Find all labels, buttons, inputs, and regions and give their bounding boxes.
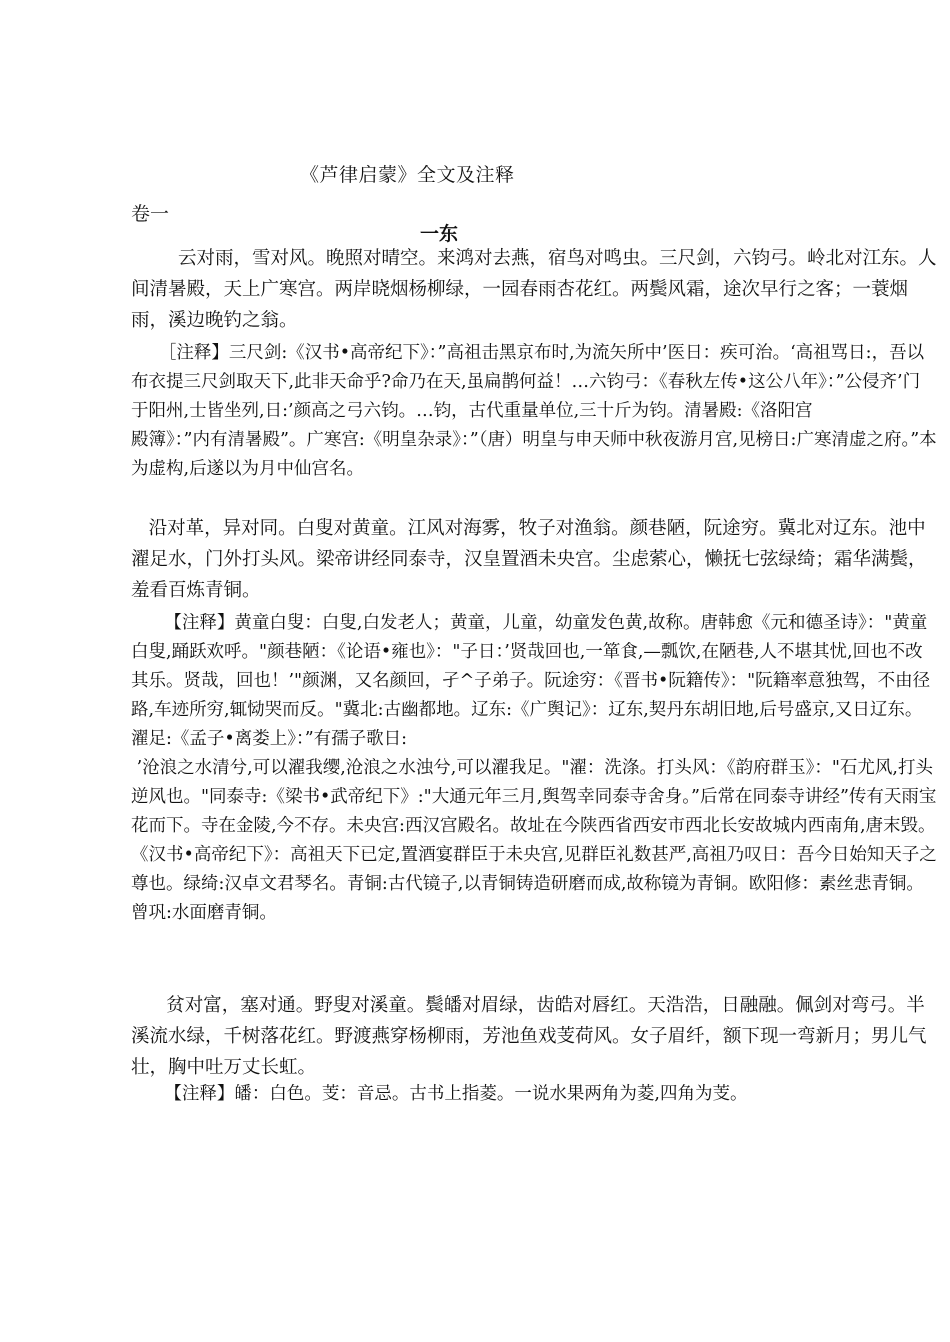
verse-paragraph-1: 云对雨，雪对风。晚照对晴空。来鸿对去燕，宿鸟对鸣虫。三尺剑，六钧弓。岭北对江东。人间清暑殿，天上广寒宫。两岸晓烟杨柳绿，一园春雨杏花红。两鬓风霜，途次早行之客；一蓑烟雨，溪边晚钓之翁。 xyxy=(131,248,937,331)
volume-heading: 卷一 xyxy=(131,203,170,225)
document-title: 《芦律启蒙》全文及注释 xyxy=(300,164,515,186)
annotation-paragraph-3: 【注释】皤：白色。芰：音忌。古书上指菱。一说水果两角为菱,四角为芰。 xyxy=(131,1084,748,1104)
verse-paragraph-3: 贫对富，塞对通。野叟对溪童。鬓皤对眉绿，齿皓对唇红。天浩浩，日融融。佩剑对弯弓。半溪流水绿，千树落花红。野渡燕穿杨柳雨，芳池鱼戏芰荷风。女子眉纤，额下现一弯新月；男儿气壮，胸中吐万丈长虹。 xyxy=(131,995,927,1078)
annotation-paragraph-1: ［注释】三尺剑:《汉书•高帝纪下》：”高祖击黑京布时,为流矢所中’医日：疾可治。‘高祖骂日:，吾以布衣提三尺剑取天下,此非天命乎?命乃在天,虽扁鹊何益！…六钧弓：《春秋左传•这公八年》：”公侵齐’门于阳州,士皆坐列,日:’颜高之弓六钧。…钧，古代重量单位,三十斤为钧。清暑殿:《洛阳宫 殿簿》：”内有清暑殿”。广寒宫:《明皇杂录》：”（唐）明皇与申天师中秋夜游月宫,见榜日:广寒清虚之府。”本为虚构,后遂以为月中仙宫名。 xyxy=(131,343,937,479)
verse-paragraph-2: 沿对革，异对同。白叟对黄童。江风对海雾，牧子对渔翁。颜巷陋，阮途穷。冀北对辽东。池中濯足水，门外打头风。梁帝讲经同泰寺，汉皇置酒未央宫。尘虑萦心，懒抚七弦绿绮；霜华满鬓，羞看百炼青铜。 xyxy=(131,518,927,601)
section-heading: 一东 xyxy=(420,223,459,245)
annotation-paragraph-2: 【注释】黄童白叟：白叟,白发老人；黄童，儿童，幼童发色黄,故称。唐韩愈《元和德圣诗》："黄童白叟,踊跃欢呼。"颜巷陋：《论语•雍也》："子日：’贤哉回也,一箪食,—瓢饮,在陋巷,人不堪其忧,回也不改其乐。贤哉，回也！’"颜渊，又名颜回，孑^子弟子。阮途穷：《晋书•阮籍传》："阮籍率意独驾，不由径路,车迹所穷,辄恸哭而反。"冀北:古幽都地。辽东:《广舆记》：辽东,契丹东胡旧地,后号盛京,又日辽东。濯足:《孟子•离娄上》：”有孺子歌日: ’沧浪之水清兮,可以濯我缨,沧浪之水浊兮,可以濯我足。"濯：洗涤。打头风：《韵府群玉》："石尤风,打头逆风也。"同泰寺:《梁书•武帝纪下》:"大通元年三月,舆驾幸同泰寺舍身。”后常在同泰寺讲经”传有天雨宝花而下。寺在金陵,今不存。未央宫:西汉宫殿名。故址在今陕西省西安市西北长安故城内西南角,唐末毁。《汉书•高帝纪下》：高祖天下已定,置酒宴群臣于未央宫,见群臣礼数甚严,高祖乃叹日：吾今日始知天子之尊也。绿绮:汉卓文君琴名。青铜:古代镜子,以青铜铸造研磨而成,故称镜为青铜。欧阳修：素丝悲青铜。曾巩:水面磨青铜。 xyxy=(131,613,937,923)
